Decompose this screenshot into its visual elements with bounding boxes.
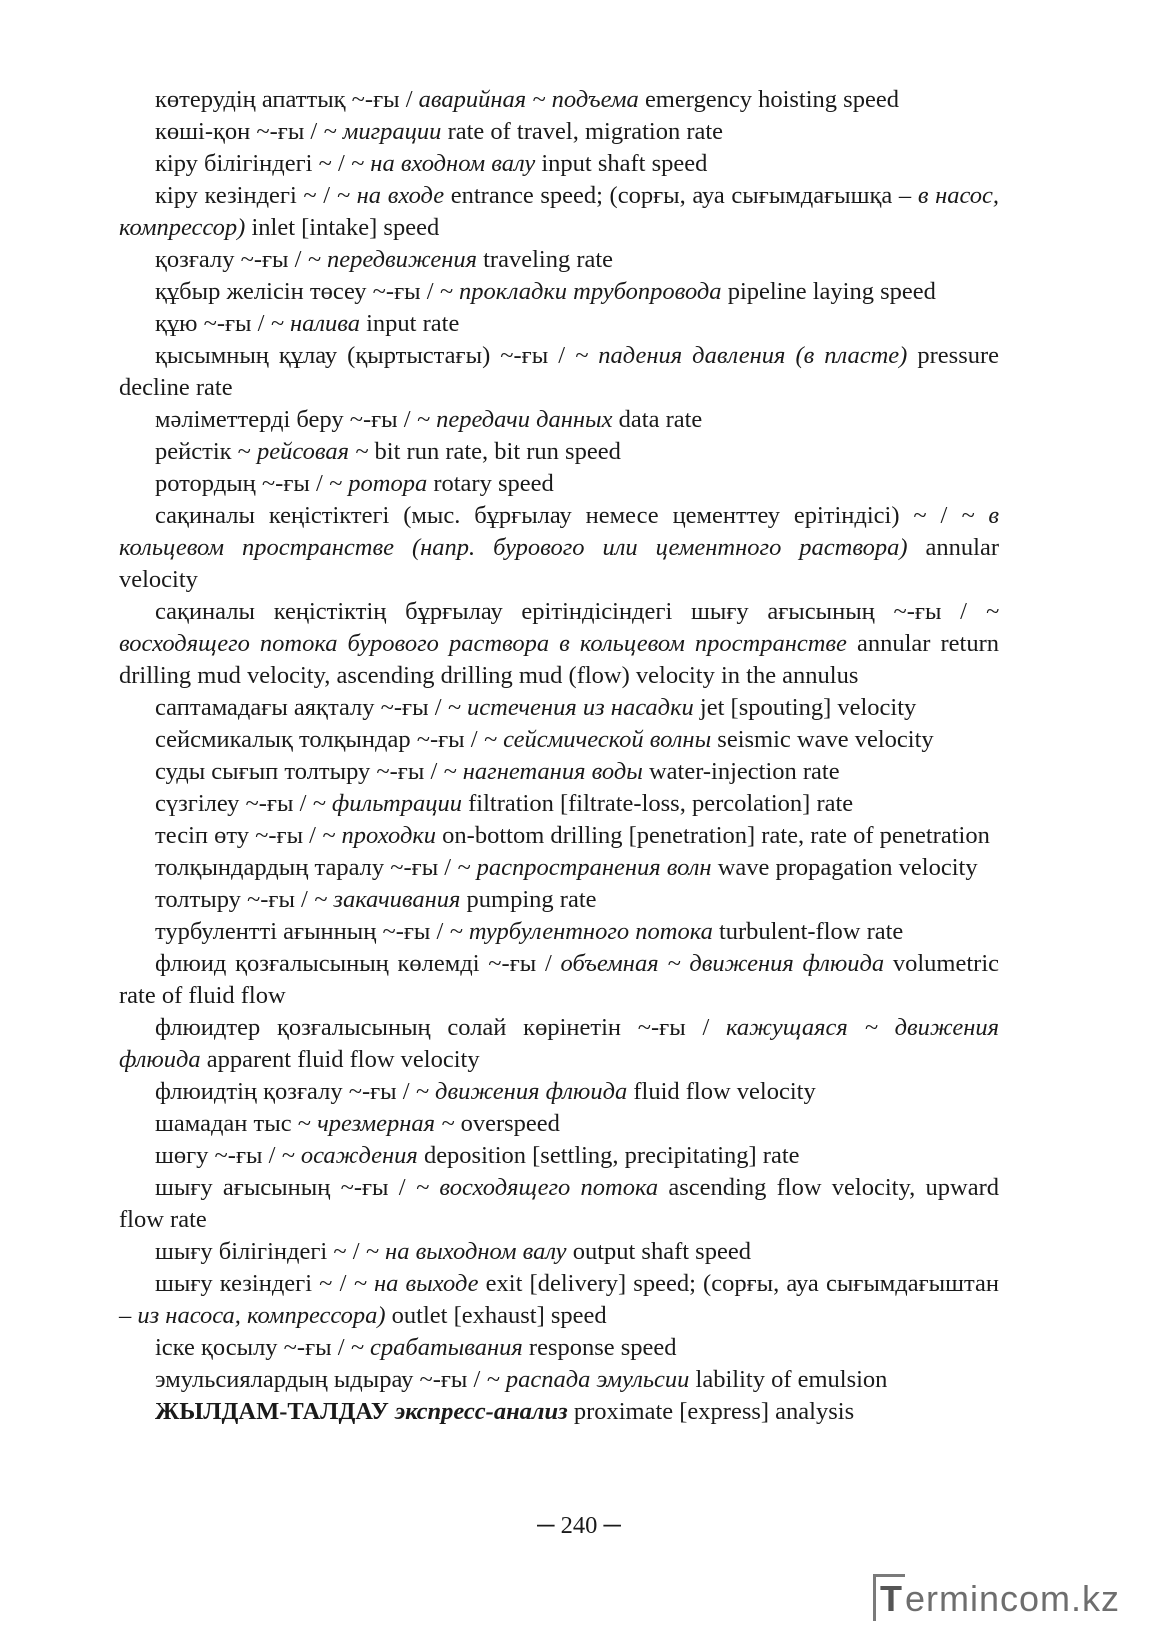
dictionary-entry <box>119 884 999 916</box>
english-translation: outlet [exhaust] speed <box>391 1302 607 1329</box>
kazakh-term: рейстік ~ <box>155 438 251 465</box>
russian-translation: ~ срабатывания <box>350 1334 523 1361</box>
russian-translation: ~ на выходном валу <box>365 1238 567 1265</box>
dictionary-entry <box>119 1108 999 1140</box>
dictionary-entry <box>119 1076 999 1108</box>
kazakh-term: флюидтің қозғалу ~-ғы / <box>155 1078 410 1105</box>
kazakh-term: шамадан тыс ~ <box>155 1110 311 1137</box>
kazakh-term: шөгу ~-ғы / <box>155 1142 276 1169</box>
russian-translation: ~ распада эмульсии <box>486 1366 690 1393</box>
russian-translation: ~ восходящего потока бурового раствора в кольцевом пространстве <box>119 598 999 657</box>
english-translation: proximate [express] analysis <box>573 1398 855 1425</box>
dictionary-entry <box>119 1172 999 1236</box>
dictionary-entry <box>119 820 999 852</box>
kazakh-term: көтерудің апаттық ~-ғы / <box>155 86 413 113</box>
english-translation: exit [delivery] speed; (сорғы, ауа сығымдағыштан – <box>119 1270 999 1329</box>
english-translation: overspeed <box>460 1110 560 1137</box>
english-translation: pipeline laying speed <box>727 278 936 305</box>
dictionary-entry <box>119 788 999 820</box>
english-translation: response speed <box>528 1334 677 1361</box>
english-translation: output shaft speed <box>572 1238 751 1265</box>
russian-translation: ~ прокладки трубопровода <box>439 278 722 305</box>
kazakh-term: саптамадағы аяқталу ~-ғы / <box>155 694 442 721</box>
kazakh-term: қысымның құлау (қыртыстағы) ~-ғы / <box>155 342 565 369</box>
russian-translation: ~ на выходе <box>353 1270 479 1297</box>
dictionary-entry <box>119 756 999 788</box>
english-translation: apparent fluid flow velocity <box>206 1046 480 1073</box>
kazakh-term: сақиналы кеңістіктің бұрғылау ерітіндісіндегі шығу ағысының ~-ғы / <box>155 598 967 625</box>
dictionary-entry <box>119 596 999 692</box>
english-translation: jet [spouting] velocity <box>699 694 917 721</box>
dictionary-entry <box>119 1012 999 1076</box>
english-translation: bit run rate, bit run speed <box>374 438 621 465</box>
english-translation: seismic wave velocity <box>717 726 934 753</box>
english-translation: pumping rate <box>466 886 597 913</box>
russian-translation: ~ турбулентного потока <box>449 918 713 945</box>
english-translation: fluid flow velocity <box>633 1078 816 1105</box>
russian-translation: ~ восходящего потока <box>415 1174 659 1201</box>
kazakh-term: мәліметтерді беру ~-ғы / <box>155 406 411 433</box>
russian-translation: кажущаяся ~ движения флюида <box>119 1014 999 1073</box>
english-translation: volumetric rate of fluid flow <box>119 950 1000 1009</box>
dictionary-entry <box>119 468 999 500</box>
english-translation: annular return drilling mud velocity, ascending drilling mud (flow) velocity in the annulus <box>119 630 999 689</box>
english-translation: water-injection rate <box>648 758 840 785</box>
kazakh-term: шығу ағысының ~-ғы / <box>155 1174 406 1201</box>
russian-translation: ~ фильтрации <box>312 790 462 817</box>
english-translation: entrance speed; (сорғы, ауа сығымдағышқа – <box>450 182 912 209</box>
russian-translation: ~ передачи данных <box>416 406 613 433</box>
russian-translation: объемная ~ движения флюида <box>560 950 885 977</box>
kazakh-term: кіру кезіндегі ~ / <box>155 182 331 209</box>
kazakh-term: толтыру ~-ғы / <box>155 886 308 913</box>
russian-translation: рейсовая ~ <box>257 438 369 465</box>
russian-translation: ~ движения флюида <box>415 1078 628 1105</box>
dictionary-entry <box>119 148 999 180</box>
russian-translation: ~ закачивания <box>314 886 461 913</box>
kazakh-term: ротордың ~-ғы / <box>155 470 323 497</box>
dictionary-entry <box>119 916 999 948</box>
dictionary-entry <box>119 308 999 340</box>
dictionary-entry <box>119 436 999 468</box>
english-translation: on-bottom drilling [penetration] rate, rate of penetration <box>442 822 990 849</box>
english-translation: ascending flow velocity, upward flow rate <box>119 1174 1000 1233</box>
dictionary-entry <box>119 276 999 308</box>
page-number: ─ 240 ─ <box>537 1512 621 1539</box>
russian-translation: ~ распространения волн <box>457 854 712 881</box>
kazakh-term: шығу білігіндегі ~ / <box>155 1238 360 1265</box>
dictionary-entry <box>119 500 999 596</box>
dictionary-entry <box>119 244 999 276</box>
english-translation: input rate <box>366 310 460 337</box>
dictionary-entry <box>119 404 999 436</box>
russian-translation: ~ передвижения <box>307 246 477 273</box>
english-translation: filtration [filtrate-loss, percolation] rate <box>468 790 854 817</box>
kazakh-term: құбыр желісін төсеу ~-ғы / <box>155 278 434 305</box>
english-translation: lability of emulsion <box>695 1366 888 1393</box>
dictionary-entries <box>119 84 999 1428</box>
english-translation: rate of travel, migration rate <box>447 118 724 145</box>
english-translation: wave propagation velocity <box>717 854 978 881</box>
kazakh-term: флюидтер қозғалысының солай көрінетін ~-ғы / <box>155 1014 710 1041</box>
dictionary-entry <box>119 724 999 756</box>
dictionary-entry <box>119 340 999 404</box>
termincom-watermark-logo <box>873 1574 1120 1621</box>
watermark-first-letter: T <box>873 1574 905 1621</box>
kazakh-term: турбулентті ағынның ~-ғы / <box>155 918 444 945</box>
kazakh-term: ЖЫЛДАМ-ТАЛДАУ <box>155 1398 389 1425</box>
english-translation: inlet [intake] speed <box>251 214 440 241</box>
dictionary-entry <box>119 1140 999 1172</box>
russian-translation: ~ проходки <box>322 822 437 849</box>
russian-translation: экспресс-анализ <box>394 1398 568 1425</box>
kazakh-term: қозғалу ~-ғы / <box>155 246 302 273</box>
kazakh-term: тесіп өту ~-ғы / <box>155 822 316 849</box>
russian-translation: ~ миграции <box>323 118 442 145</box>
english-translation: input shaft speed <box>541 150 708 177</box>
kazakh-term: сейсмикалық толқындар ~-ғы / <box>155 726 478 753</box>
kazakh-term: сақиналы кеңістіктегі (мыс. бұрғылау немесе цементтеу ерітіндісі) ~ / <box>155 502 948 529</box>
dictionary-entry <box>119 692 999 724</box>
russian-translation: ~ нагнетания воды <box>443 758 643 785</box>
russian-translation: ~ сейсмической волны <box>483 726 712 753</box>
russian-translation: ~ налива <box>270 310 360 337</box>
english-translation: deposition [settling, precipitating] rate <box>423 1142 800 1169</box>
dictionary-entry <box>119 1364 999 1396</box>
dictionary-entry <box>119 1332 999 1364</box>
russian-translation: ~ падения давления (в пласте) <box>575 342 908 369</box>
kazakh-term: сүзгілеу ~-ғы / <box>155 790 307 817</box>
english-translation: data rate <box>618 406 703 433</box>
russian-translation: ~ ротора <box>328 470 428 497</box>
russian-translation: из насоса, компрессора) <box>137 1302 386 1329</box>
russian-translation: ~ в кольцевом пространстве (напр. бурового или цементного раствора) <box>119 502 1000 561</box>
dictionary-entry <box>119 180 999 244</box>
english-translation: annular velocity <box>119 534 1000 593</box>
dictionary-entry <box>119 116 999 148</box>
russian-translation: ~ истечения из насадки <box>447 694 694 721</box>
russian-translation: ~ осаждения <box>281 1142 418 1169</box>
russian-translation: ~ на входе <box>336 182 445 209</box>
kazakh-term: құю ~-ғы / <box>155 310 265 337</box>
kazakh-term: кіру білігіндегі ~ / <box>155 150 345 177</box>
kazakh-term: шығу кезіндегі ~ / <box>155 1270 347 1297</box>
kazakh-term: көші-қон ~-ғы / <box>155 118 318 145</box>
dictionary-entry <box>119 1268 999 1332</box>
kazakh-term: толқындардың таралу ~-ғы / <box>155 854 452 881</box>
dictionary-entry <box>119 852 999 884</box>
kazakh-term: суды сығып толтыру ~-ғы / <box>155 758 438 785</box>
kazakh-term: іске қосылу ~-ғы / <box>155 1334 345 1361</box>
watermark-rest: ermincom.kz <box>904 1578 1120 1619</box>
russian-translation: чрезмерная ~ <box>317 1110 455 1137</box>
english-translation: pressure decline rate <box>119 342 1000 401</box>
russian-translation: в насос, компрессор) <box>119 182 1000 241</box>
russian-translation: ~ на входном валу <box>350 150 536 177</box>
english-translation: turbulent-flow rate <box>718 918 904 945</box>
headword-entry <box>119 1396 999 1428</box>
english-translation: emergency hoisting speed <box>644 86 899 113</box>
dictionary-entry <box>119 1236 999 1268</box>
dictionary-entry <box>119 84 999 116</box>
dictionary-entry <box>119 948 999 1012</box>
kazakh-term: флюид қозғалысының көлемді ~-ғы / <box>155 950 552 977</box>
english-translation: rotary speed <box>433 470 554 497</box>
russian-translation: аварийная ~ подъема <box>418 86 639 113</box>
english-translation: traveling rate <box>483 246 614 273</box>
kazakh-term: эмульсиялардың ыдырау ~-ғы / <box>155 1366 481 1393</box>
